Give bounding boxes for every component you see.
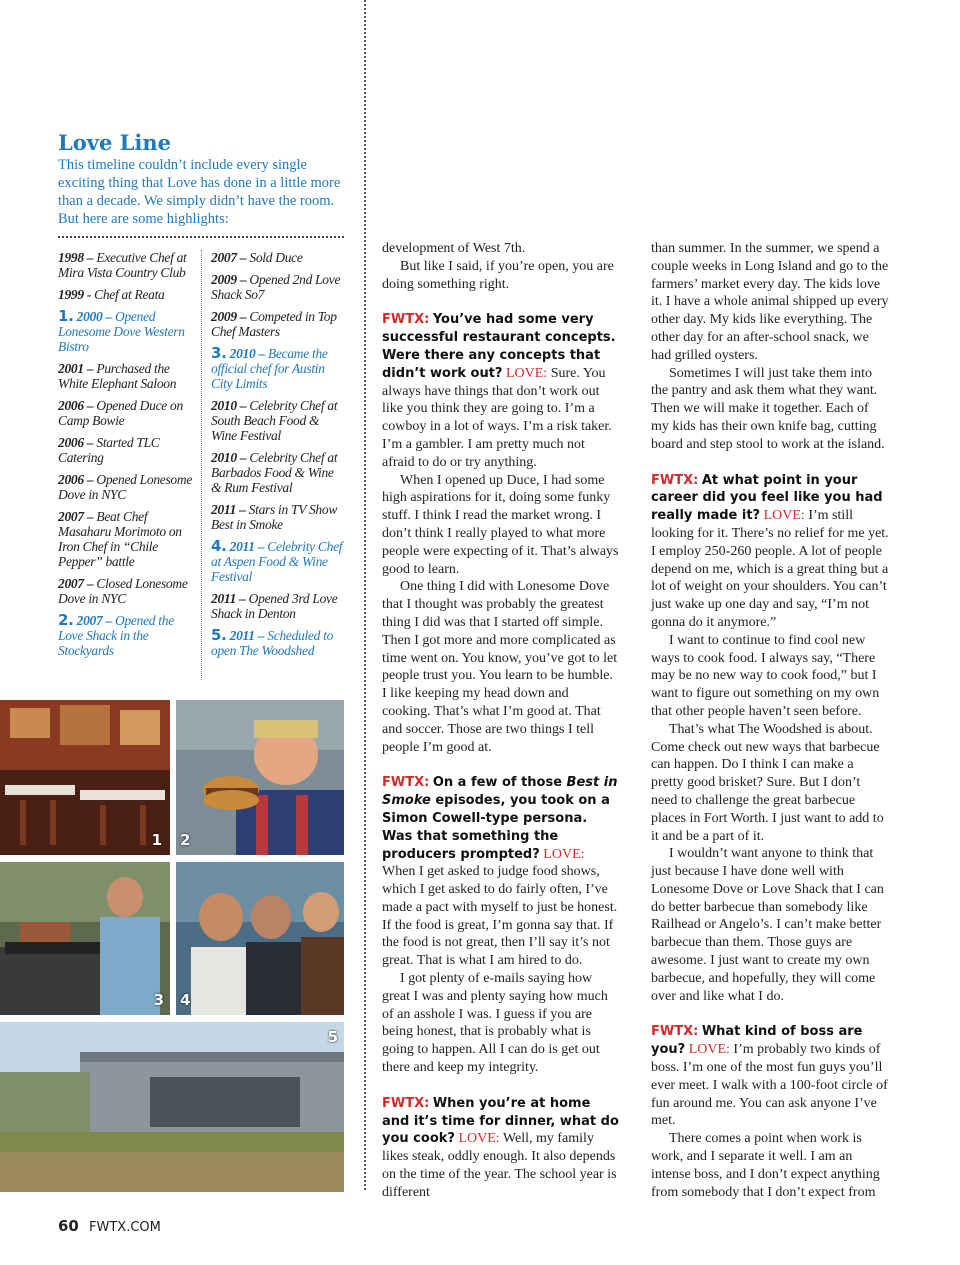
- timeline-entry: [58, 472, 196, 502]
- photo-grilling: [0, 862, 170, 1015]
- photo-group: [176, 862, 344, 1015]
- timeline-text: Opened Lonesome Dove in NYC: [58, 472, 193, 502]
- question-1: FWTX: You’ve had some very successful restaurant concepts. Were there any concepts that didn’t work out? LOVE: Sure. You always have things that don’t work out like you think they are going to. I’m a cowboy in a lot of ways. I’m a risk taker. I’m a gambler. I am pretty much not afraid to do or try anything.: [382, 312, 616, 470]
- timeline-text: Scheduled to open The Woodshed: [211, 628, 334, 658]
- question-2: FWTX: On a few of those Best in Smoke episodes, you took on a Simon Cowell-type persona. Was that something the producers prompted? LOVE: When I get asked to judge food shows, which I get asked to do fairly often, I’ve made a pact with myself to just be honest. If the food is great, I’m gonna say that. If the food is not great, then I’ll say it’s not great. That is what I am hired to do.: [382, 775, 618, 969]
- timeline-entry: [211, 250, 345, 265]
- timeline-entry: [58, 435, 196, 465]
- timeline-year: 2010 –: [211, 450, 247, 465]
- timeline-year: 2007 –: [58, 509, 94, 524]
- photo-number-5: 5: [327, 1028, 338, 1046]
- photo-reference-number: 1.: [58, 307, 74, 325]
- timeline-entry: [58, 309, 196, 354]
- photo-restaurant-interior: [0, 700, 170, 855]
- timeline-entry: [211, 309, 345, 339]
- page-footer: [58, 1217, 161, 1235]
- photo-number-4: 4: [180, 991, 191, 1009]
- paragraph: That’s what The Woodshed is about. Come check out new ways that barbecue can happen. Do I think I can make a pretty good brisket? Sure. But I don’t need to challenge the great barbecue places in Fort Worth. I just want to add to it and be a part of it.: [651, 721, 884, 844]
- timeline-year: 2010 –: [229, 346, 265, 361]
- timeline-text: Competed in Top Chef Masters: [211, 309, 337, 339]
- timeline-text: Chef at Reata: [94, 287, 165, 302]
- timeline-entry: [211, 591, 345, 621]
- timeline-year: 2009 –: [211, 272, 247, 287]
- paragraph: I want to continue to find cool new ways to cook food. I always say, “There may be no new way to cook food,” but I want to figure out something on my own that other people haven’t seen before.: [651, 632, 880, 719]
- timeline-year: 2006 –: [58, 435, 94, 450]
- timeline-year: 2000 –: [76, 309, 112, 324]
- timeline-divider: [201, 250, 202, 680]
- timeline-year: 2011 –: [211, 502, 246, 517]
- question-5: FWTX: What kind of boss are you? LOVE: I’m probably two kinds of boss. I’m one of the most fun guys you’ll ever meet. I walk with a 100-foot circle of fun around me. You can ask anyone I’ve met.: [651, 1024, 888, 1129]
- timeline-year: 2007 –: [211, 250, 247, 265]
- timeline-entry: [211, 502, 345, 532]
- timeline-right-column: [211, 250, 345, 665]
- question-4: FWTX: At what point in your career did you feel like you had really made it? LOVE: I’m still looking for it. There’s no relief for me yet. I employ 250-260 people. A lot of people depend on me, which is a great thing but a lot of weight on your shoulders. You can’t just wake up one day and say, “I’m not gonna do it anymore.”: [651, 472, 889, 630]
- paragraph: There comes a point when work is work, and I separate it well. I am an intense boss, and I don’t expect anything from somebody that I don’t expect from: [651, 1131, 880, 1200]
- timeline-text: Became the official chef for Austin City Limits: [211, 346, 328, 391]
- paragraph: When I opened up Duce, I had some high aspirations for it, doing some funky stuff. I think I read the market wrong. I don’t think I really played to what more people were expecting of it. That’s always good to learn.: [382, 472, 619, 577]
- article-column-1: [382, 240, 620, 1202]
- timeline-text: Opened 2nd Love Shack So7: [211, 272, 341, 302]
- timeline-entry: [58, 613, 196, 658]
- paragraph: But like I said, if you’re open, you are doing something right.: [382, 258, 614, 292]
- timeline-text: Sold Duce: [249, 250, 303, 265]
- paragraph: Sometimes I will just take them into the pantry and ask them what they want. Then we will make it together. Each of my kids has their own knife bag, cutting board and step stool to work at the island.: [651, 365, 885, 452]
- paragraph: development of West 7th.: [382, 241, 526, 256]
- timeline-entry: [58, 361, 196, 391]
- photo-number-1: 1: [151, 831, 162, 849]
- timeline-year: 2010 –: [211, 398, 247, 413]
- timeline-text: Opened Lonesome Dove Western Bistro: [58, 309, 185, 354]
- timeline-year: 2006 –: [58, 472, 94, 487]
- timeline-entry: [211, 539, 345, 584]
- timeline-year: 1998 –: [58, 250, 94, 265]
- timeline-text: Stars in TV Show Best in Smoke: [211, 502, 338, 532]
- timeline-year: 2009 –: [211, 309, 247, 324]
- timeline-year: 2007 –: [76, 613, 112, 628]
- timeline-entry: [58, 576, 196, 606]
- timeline-entry: [58, 398, 196, 428]
- sidebar-divider: [58, 236, 344, 238]
- timeline-entry: [58, 509, 196, 569]
- paragraph: I wouldn’t want anyone to think that just because I have done well with Lonesome Dove or Love Shack that I can do better barbecue than somebody like Railhead or Angelo’s. I can’t make better barbecue than them. Those guys are awesome. I just want to create my own barbecue, and hopefully, they will come over and like what I do.: [651, 846, 884, 1004]
- page-number: 60: [58, 1217, 79, 1235]
- timeline-year: 2006 –: [58, 398, 94, 413]
- sidebar-intro: This timeline couldn’t include every single exciting thing that Love has done in a little more than a decade. We simply didn’t have the room. But here are some highlights:: [58, 157, 341, 227]
- timeline-entry: [58, 250, 196, 280]
- timeline-text: Opened the Love Shack in the Stockyards: [58, 613, 174, 658]
- timeline-text: Opened Duce on Camp Bowie: [58, 398, 183, 428]
- paragraph: I got plenty of e-mails saying how great I was and plenty saying how much of an asshole I was. I guess if you are being honest, that is probably what is going to happen. All I can do is get out there and keep my integrity.: [382, 971, 608, 1076]
- timeline-year: 2011 –: [229, 628, 265, 643]
- timeline-left-column: [58, 250, 196, 665]
- timeline-text: Beat Chef Masaharu Morimoto on Iron Chef in “Chile Pepper” battle: [58, 509, 182, 569]
- timeline-entry: [211, 450, 345, 495]
- timeline-text: Celebrity Chef at Barbados Food & Wine & Rum Festival: [211, 450, 338, 495]
- timeline-text: Executive Chef at Mira Vista Country Club: [58, 250, 187, 280]
- photo-reference-number: 3.: [211, 344, 227, 362]
- site-name: FWTX.COM: [89, 1220, 161, 1235]
- timeline-year: 2011 –: [229, 539, 265, 554]
- timeline-entry: [58, 287, 196, 302]
- article-column-2: [651, 240, 889, 1201]
- photo-reference-number: 5.: [211, 626, 227, 644]
- photo-chef-burger: [176, 700, 344, 855]
- timeline-text: Celebrity Chef at Aspen Food & Wine Festival: [211, 539, 343, 584]
- photo-number-3: 3: [153, 991, 164, 1009]
- photo-woodshed-building: [0, 1022, 344, 1192]
- timeline-text: Celebrity Chef at South Beach Food & Wine Festival: [211, 398, 338, 443]
- timeline-year: 2007 –: [58, 576, 94, 591]
- timeline-year: 2001 –: [58, 361, 94, 376]
- paragraph: One thing I did with Lonesome Dove that I thought was probably the greatest thing I did was that I started off simple. Then I got more and more complicated as time went on. You know, you’ve got to let people trust you. You learn to be humble. I like keeping my head down and cooking. That’s what I’m good at. That and soccer. Those are two things I tell people I’m good at.: [382, 579, 618, 755]
- timeline-year: 2011 –: [211, 591, 246, 606]
- sidebar-title: Love Line: [58, 130, 172, 155]
- timeline-text: Purchased the White Elephant Saloon: [58, 361, 177, 391]
- photo-number-2: 2: [180, 831, 191, 849]
- timeline-year: 1999 -: [58, 287, 92, 302]
- timeline-text: Opened 3rd Love Shack in Denton: [211, 591, 338, 621]
- timeline-entry: [211, 272, 345, 302]
- photo-reference-number: 2.: [58, 611, 74, 629]
- question-3: FWTX: When you’re at home and it’s time for dinner, what do you cook? LOVE: Well, my family likes steak, oddly enough. It also depends on the time of the year. The school year is different: [382, 1095, 619, 1200]
- timeline-entry: [211, 398, 345, 443]
- timeline-entry: [211, 628, 345, 658]
- photo-reference-number: 4.: [211, 537, 227, 555]
- column-rule: [364, 0, 366, 1190]
- timeline-text: Closed Lonesome Dove in NYC: [58, 576, 188, 606]
- paragraph: than summer. In the summer, we spend a couple weeks in Long Island and go to the farmers’ market every day. The kids love it. I have a whole animal shipped up every other day. My kids like everything. The other day for an after-school snack, we had grilled oysters.: [651, 241, 889, 363]
- timeline-entry: [211, 346, 345, 391]
- timeline-text: Started TLC Catering: [58, 435, 160, 465]
